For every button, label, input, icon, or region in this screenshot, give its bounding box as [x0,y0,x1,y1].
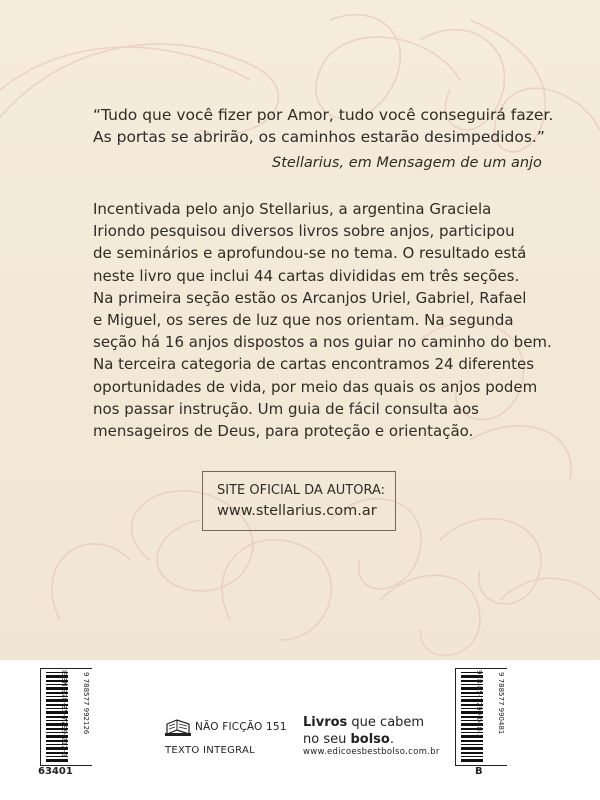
epigraph-line: “Tudo que você fizer por Amor, tudo você conseguirá fazer. [93,106,554,124]
barcode-bar [461,759,483,762]
synopsis-line: seção há 16 anjos dispostos a nos guiar no caminho do bem. [93,333,552,352]
slogan-bold: Livros [303,715,348,730]
publisher-url[interactable]: www.edicoesbestbolso.com.br [303,747,440,757]
barcode-bar [461,756,483,757]
barcode-digits: 9 788577 992126 [82,672,90,735]
synopsis-line: e Miguel, os seres de luz que nos orientam. Na segunda [93,311,514,330]
book-logo-icon [165,716,191,738]
barcode-digits: 9 788577 990481 [497,672,505,735]
isbn-text: 978-85-7799-048-1 [475,670,483,739]
slogan-text: que cabem [347,715,425,730]
barcode-bar [461,747,483,750]
slogan-text: no seu [303,732,351,747]
epigraph-line: As portas se abrirão, os caminhos estarão desimpedidos.” [93,128,545,146]
publisher-slogan [303,714,424,748]
synopsis-line: Na terceira categoria de cartas encontramos 24 diferentes [93,355,535,374]
synopsis-line: nos passar instrução. Um guia de fácil consulta aos [93,399,479,418]
barcode-code: B [475,766,483,777]
synopsis-line: neste livro que inclui 44 cartas divididas em três seções. [93,266,520,285]
isbn-text: ISBN 978-85-7799-212-6 [60,670,68,757]
slogan-text: . [389,732,394,747]
barcode-left [40,668,92,776]
collection-label: NÃO FICÇÃO 151 [195,721,287,733]
synopsis [93,198,552,442]
author-site-box [202,471,396,531]
synopsis-line: Incentivada pelo anjo Stellarius, a argentina Graciela [93,200,492,218]
author-site-label: SITE OFICIAL DA AUTORA: [217,483,386,498]
barcode-right [455,668,507,776]
barcode-bar [461,752,483,754]
synopsis-line: oportunidades de vida, por meio das quais os anjos podem [93,377,538,396]
epigraph-attribution: Stellarius, em Mensagem de um anjo [272,155,542,171]
epigraph [93,104,554,148]
synopsis-line: Na primeira seção estão os Arcanjos Uriel, Gabriel, Rafael [93,288,527,307]
synopsis-line: mensageiros de Deus, para proteção e orientação. [93,422,474,441]
barcode-bar [46,759,68,762]
synopsis-line: Iriondo pesquisou diversos livros sobre anjos, participou [93,222,515,241]
edition-label: TEXTO INTEGRAL [165,745,256,756]
barcode-code: 63401 [38,766,73,777]
slogan-bold: bolso [350,732,390,747]
barcode-bar [461,740,483,742]
author-site-url[interactable]: www.stellarius.com.ar [217,503,377,519]
synopsis-line: de seminários e aprofundou-se no tema. O resultado está [93,244,527,263]
barcode-bar [461,744,483,745]
